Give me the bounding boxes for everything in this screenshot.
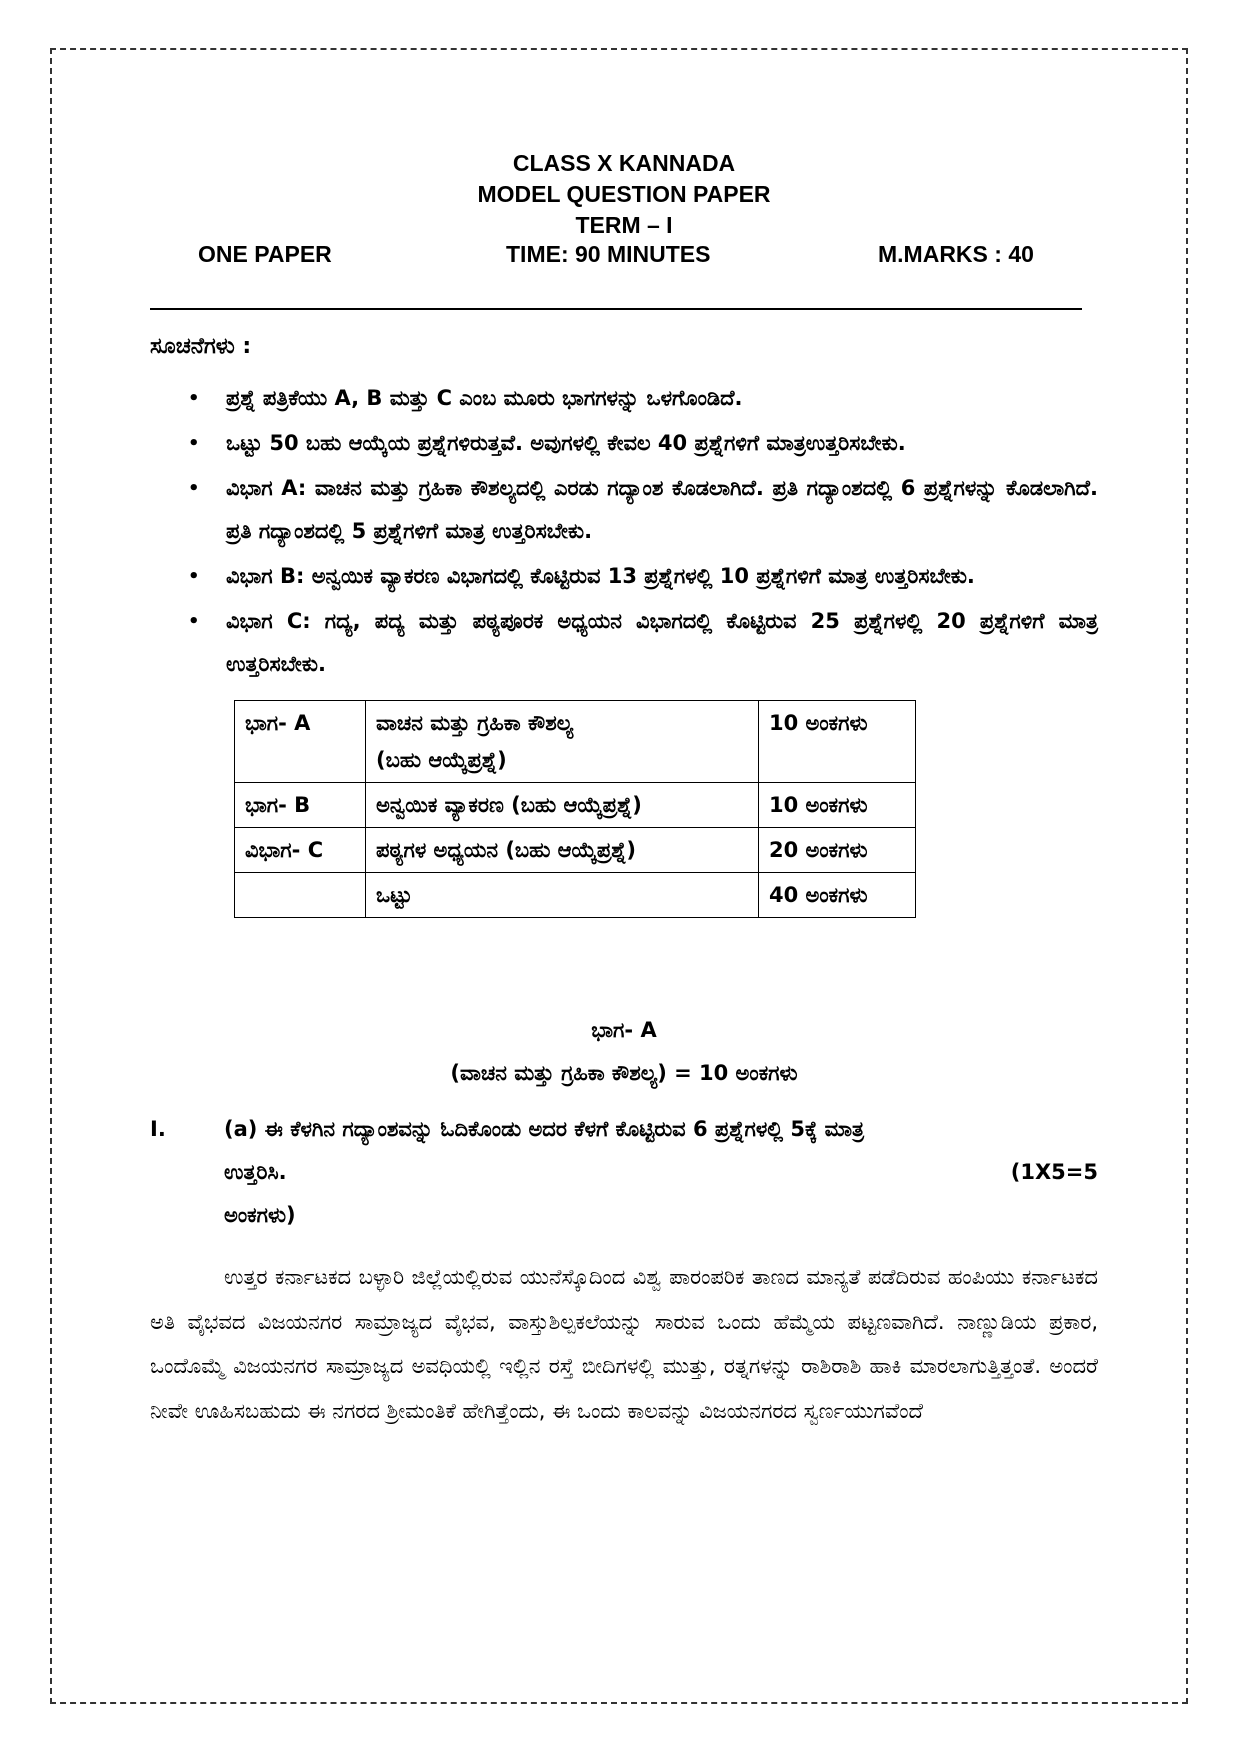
paper-title-type: MODEL QUESTION PAPER — [477, 181, 771, 207]
instruction-text: ವಿಭಾಗ B: ಅನ್ವಯಿಕ ವ್ಯಾಕರಣ ವಿಭಾಗದಲ್ಲಿ ಕೊಟ್ಟಿರುವ 13 ಪ್ರಶ್ನೆಗಳಲ್ಲಿ 10 ಪ್ರಶ್ನೆಗಳಿಗೆ ಮಾತ್ರ ಉತ್ತರಿಸಬೇಕು. — [226, 564, 975, 588]
bullet-icon: • — [188, 388, 200, 409]
table-row — [235, 828, 916, 873]
question-paper — [150, 148, 1098, 1433]
table-row — [235, 701, 916, 783]
question-text: (a) ಈ ಕೆಳಗಿನ ಗದ್ಯಾಂಶವನ್ನು ಓದಿಕೊಂಡು ಅದರ ಕೆಳಗೆ ಕೊಟ್ಟಿರುವ 6 ಪ್ರಶ್ನೆಗಳಲ್ಲಿ 5ಕ್ಕೆ ಮಾತ್ರ — [224, 1117, 865, 1141]
instructions-heading: ಸೂಚನೆಗಳು : — [150, 334, 252, 359]
instruction-text: ಒಟ್ಟು 50 ಬಹು ಆಯ್ಕೆಯ ಪ್ರಶ್ನೆಗಳಿರುತ್ತವೆ. ಅವುಗಳಲ್ಲಿ ಕೇವಲ 40 ಪ್ರಶ್ನೆಗಳಿಗೆ ಮಾತ್ರಉತ್ತರಿಸಬೇಕು. — [226, 431, 906, 455]
instructions-list — [150, 377, 1098, 686]
section-cell: ವಿಭಾಗ- C — [235, 828, 366, 873]
time-label: TIME: 90 MINUTES — [506, 241, 711, 267]
paper-title-class: CLASS X KANNADA — [512, 150, 736, 176]
instruction-item — [150, 467, 1098, 553]
instruction-text: ಪ್ರಶ್ನೆ ಪತ್ರಿಕೆಯು A, B ಮತ್ತು C ಎಂಬ ಮೂರು ಭಾಗಗಳನ್ನು ಒಳಗೊಂಡಿದೆ. — [226, 386, 743, 410]
part-a-subtitle: (ವಾಚನ ಮತ್ತು ಗ್ರಹಿಕಾ ಕೌಶಲ್ಯ) = 10 ಅಂಕಗಳು — [450, 1061, 798, 1085]
question-tail-row — [224, 1151, 1098, 1194]
marks-cell: 40 ಅಂಕಗಳು — [759, 873, 916, 918]
bullet-icon: • — [188, 478, 200, 499]
table-row — [235, 783, 916, 828]
bullet-icon: • — [188, 566, 200, 587]
question-number: I. — [150, 1117, 166, 1141]
instruction-item — [150, 422, 1098, 465]
paper-title-term: TERM – I — [575, 212, 673, 238]
marks-cell: 10 ಅಂಕಗಳು — [759, 701, 916, 783]
table-row — [235, 873, 916, 918]
instruction-item — [150, 600, 1098, 686]
topic-line: (ಬಹು ಆಯ್ಕೆಪ್ರಶ್ನೆ) — [376, 748, 507, 772]
instruction-item — [150, 377, 1098, 420]
topic-cell: ಒಟ್ಟು — [366, 873, 759, 918]
question-text-tail: ಉತ್ತರಿಸಿ. — [224, 1160, 287, 1184]
header-divider — [150, 308, 1082, 310]
instruction-text: ವಿಭಾಗ A: ವಾಚನ ಮತ್ತು ಗ್ರಹಿಕಾ ಕೌಶಲ್ಯದಲ್ಲಿ ಎರಡು ಗದ್ಯಾಂಶ ಕೊಡಲಾಗಿದೆ. ಪ್ರತಿ ಗದ್ಯಾಂಶದಲ್ಲಿ 6 ಪ್ರಶ್ನೆಗಳನ್ನು ಕೊಡಲಾಗಿದೆ. ಪ್ರತಿ ಗದ್ಯಾಂಶದಲ್ಲಿ 5 ಪ್ರಶ್ನೆಗಳಿಗೆ ಮಾತ್ರ ಉತ್ತರಿಸಬೇಕು. — [226, 476, 1098, 543]
bullet-icon: • — [188, 433, 200, 454]
marks-cell: 10 ಅಂಕಗಳು — [759, 783, 916, 828]
section-cell: ಭಾಗ- B — [235, 783, 366, 828]
paper-meta-row — [150, 241, 1098, 273]
question-block — [150, 1108, 1098, 1237]
topic-cell: ಅನ್ವಯಿಕ ವ್ಯಾಕರಣ (ಬಹು ಆಯ್ಕೆಪ್ರಶ್ನೆ) — [366, 783, 759, 828]
topic-line: ವಾಚನ ಮತ್ತು ಗ್ರಹಿಕಾ ಕೌಶಲ್ಯ — [376, 711, 574, 735]
section-cell: ಭಾಗ- A — [235, 701, 366, 783]
question-text-block — [224, 1108, 1098, 1237]
instruction-text: ವಿಭಾಗ C: ಗದ್ಯ, ಪದ್ಯ ಮತ್ತು ಪಠ್ಯಪೂರಕ ಅಧ್ಯಯನ ವಿಭಾಗದಲ್ಲಿ ಕೊಟ್ಟಿರುವ 25 ಪ್ರಶ್ನೆಗಳಲ್ಲಿ 20 ಪ್ರಶ್ನೆಗಳಿಗೆ ಮಾತ್ರ ಉತ್ತರಿಸಬೇಕು. — [226, 609, 1098, 676]
max-marks-label: M.MARKS : 40 — [878, 241, 1034, 267]
marks-distribution-table — [234, 700, 916, 918]
marks-cell: 20 ಅಂಕಗಳು — [759, 828, 916, 873]
instruction-item — [150, 555, 1098, 598]
section-cell — [235, 873, 366, 918]
question-marks-tail: ಅಂಕಗಳು) — [224, 1203, 296, 1227]
topic-cell — [366, 701, 759, 783]
reading-passage: ಉತ್ತರ ಕರ್ನಾಟಕದ ಬಳ್ಳಾರಿ ಜಿಲ್ಲೆಯಲ್ಲಿರುವ ಯುನೆಸ್ಕೊದಿಂದ ವಿಶ್ವ ಪಾರಂಪರಿಕ ತಾಣದ ಮಾನ್ಯತೆ ಪಡೆದಿರುವ ಹಂಪಿಯು ಕರ್ನಾಟಕದ ಅತಿ ವೈಭವದ ವಿಜಯನಗರ ಸಾಮ್ರಾಜ್ಯದ ವೈಭವ, ವಾಸ್ತುಶಿಲ್ಪಕಲೆಯನ್ನು ಸಾರುವ ಒಂದು ಹೆಮ್ಮೆಯ ಪಟ್ಟಣವಾಗಿದೆ. ನಾಣ್ಣುಡಿಯ ಪ್ರಕಾರ, ಒಂದೊಮ್ಮೆ ವಿಜಯನಗರ ಸಾಮ್ರಾಜ್ಯದ ಅವಧಿಯಲ್ಲಿ ಇಲ್ಲಿನ ರಸ್ತೆ ಬೀದಿಗಳಲ್ಲಿ ಮುತ್ತು, ರತ್ನಗಳನ್ನು ರಾಶಿರಾಶಿ ಹಾಕಿ ಮಾರಲಾಗುತ್ತಿತ್ತಂತೆ. ಅಂದರೆ ನೀವೇ ಊಹಿಸಬಹುದು ಈ ನಗರದ ಶ್ರೀಮಂತಿಕೆ ಹೇಗಿತ್ತೆಂದು, ಈ ಒಂದು ಕಾಲವನ್ನು ವಿಜಯನಗರದ ಸ್ವರ್ಣಯುಗವೆಂದೆ — [150, 1265, 1098, 1423]
question-marks: (1X5=5 — [1010, 1160, 1098, 1184]
bullet-icon: • — [188, 611, 200, 632]
topic-cell: ಪಠ್ಯಗಳ ಅಧ್ಯಯನ (ಬಹು ಆಯ್ಕೆಪ್ರಶ್ನೆ) — [366, 828, 759, 873]
one-paper-label: ONE PAPER — [198, 241, 332, 267]
part-a-title: ಭಾಗ- A — [591, 1018, 657, 1042]
